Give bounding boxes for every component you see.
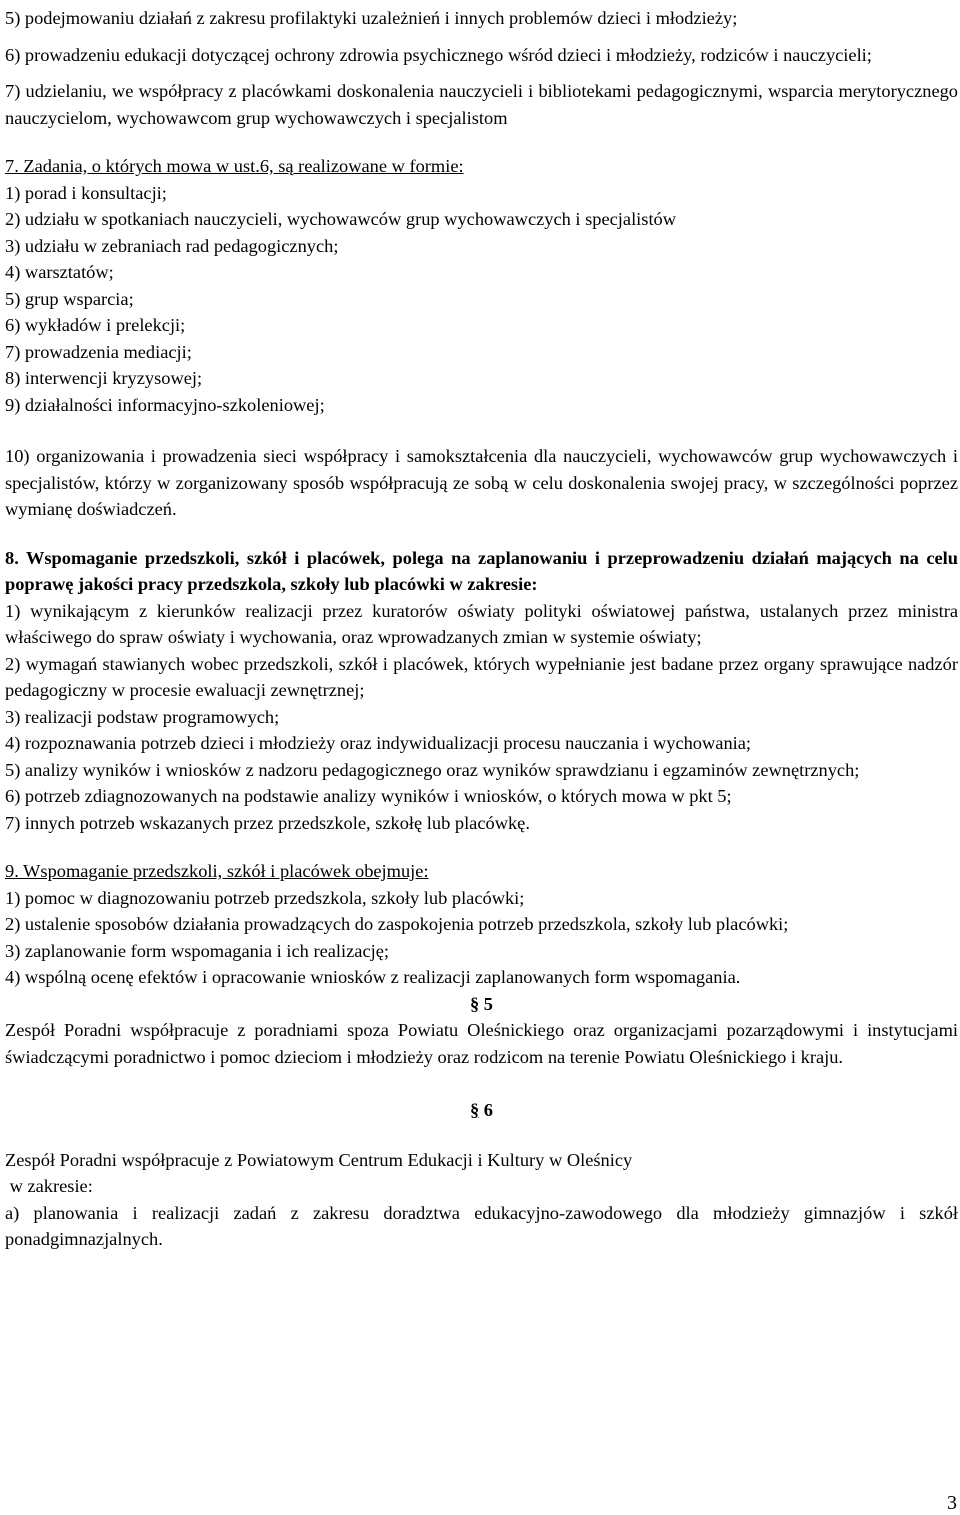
list-item: 1) porad i konsultacji; xyxy=(5,182,167,203)
section-sign-icon: § xyxy=(469,993,480,1014)
list-item: 7) innych potrzeb wskazanych przez przedszkole, szkołę lub placówkę. xyxy=(5,812,530,833)
section-8-heading xyxy=(5,545,958,598)
list-item: 2) udziału w spotkaniach nauczycieli, wychowawców grup wychowawczych i specjalistów xyxy=(5,209,677,229)
list-item: a) planowania i realizacji zadań z zakresu doradztwa edukacyjno-zawodowego dla młodzieży gimnazjów i szkół ponadgimnazjalnych. xyxy=(5,1202,958,1249)
list-item: 10) organizowania i prowadzenia sieci współpracy i samokształcenia dla nauczycieli, wychowawców grup wychowawczych i specjalistów, którzy w zorganizowany sposób współpracują ze sobą w celu doskonalenia swojej pracy, w szczególności poprzez wymianę doświadczeń. xyxy=(5,446,958,519)
list-item: 2) ustalenie sposobów działania prowadzących do zaspokojenia potrzeb przedszkola, szkoły lub placówki; xyxy=(5,914,789,934)
list-item: 6) wykładów i prelekcji; xyxy=(5,315,186,335)
list-item: 6) potrzeb zdiagnozowanych na podstawie analizy wyników i wniosków, o których mowa w pkt 5; xyxy=(5,786,732,806)
list-item: 7) prowadzenia mediacji; xyxy=(5,341,192,362)
section-9-heading: 9. Wspomaganie przedszkoli, szkół i placówek obejmuje: xyxy=(5,861,429,881)
list-item: 3) realizacji podstaw programowych; xyxy=(5,706,280,727)
document-page xyxy=(5,0,958,1253)
list-item: 3) udziału w zebraniach rad pedagogicznych; xyxy=(5,235,339,256)
paragraph-5-heading xyxy=(5,991,958,1018)
list-item: 3) zaplanowanie form wspomagania i ich realizację; xyxy=(5,940,389,961)
paragraph-5-number: 5 xyxy=(483,993,493,1014)
paragraph-6-line: w zakresie: xyxy=(5,1176,93,1196)
list-item: 4) wspólną ocenę efektów i opracowanie wniosków z realizacji zaplanowanych form wspomagania. xyxy=(5,967,741,987)
paragraph-6-heading xyxy=(5,1097,958,1124)
list-item: 8) interwencji kryzysowej; xyxy=(5,368,203,388)
page-number: 3 xyxy=(947,1492,957,1514)
list-item: 4) rozpoznawania potrzeb dzieci i młodzieży oraz indywidualizacji procesu nauczania i wychowania; xyxy=(5,733,752,753)
list-item: 5) podejmowaniu działań z zakresu profilaktyki uzależnień i innych problemów dzieci i młodzieży; xyxy=(5,8,738,28)
paragraph-6-number: 6 xyxy=(483,1100,493,1120)
section-8-heading-text: Wspomaganie przedszkoli, szkół i placówek, polega na zaplanowaniu i przeprowadzeniu działań mających na celu poprawę jakości pracy przedszkola, szkoły lub placówki w zakresie: xyxy=(5,547,959,594)
list-item: 7) udzielaniu, we współpracy z placówkami doskonalenia nauczycieli i bibliotekami pedagogicznymi, wsparcia merytorycznego nauczycielom, wychowawcom grup wychowawczych i specjalistom xyxy=(5,81,958,128)
list-item: 9) działalności informacyjno-szkoleniowej; xyxy=(5,394,325,415)
list-item: 4) warsztatów; xyxy=(5,262,114,282)
list-item: 6) prowadzeniu edukacji dotyczącej ochrony zdrowia psychicznego wśród dzieci i młodzieży, rodziców i nauczycieli; xyxy=(5,44,872,65)
list-item: 5) grup wsparcia; xyxy=(5,288,134,309)
list-item: 2) wymagań stawianych wobec przedszkoli, szkół i placówek, których wypełnianie jest badane przez organy sprawujące nadzór pedagogiczny w procesie ewaluacji zewnętrznej; xyxy=(5,653,958,700)
paragraph-5-text: Zespół Poradni współpracuje z poradniami spoza Powiatu Oleśnickiego oraz organizacjami pozarządowymi i instytucjami świadczącymi poradnictwo i pomoc dzieciom i młodzieży oraz rodzicom na terenie Powiatu Oleśnickiego i kraju. xyxy=(5,1020,958,1067)
paragraph-6-line: Zespół Poradni współpracuje z Powiatowym Centrum Edukacji i Kultury w Oleśnicy xyxy=(5,1149,633,1170)
list-item: 1) wynikającym z kierunków realizacji przez kuratorów oświaty polityki oświatowej państwa, ustalanych przez ministra właściwego do spraw oświaty i wychowania, oraz wprowadzanych zmian w systemie oświaty; xyxy=(5,600,958,647)
list-item: 5) analizy wyników i wniosków z nadzoru pedagogicznego oraz wyników sprawdzianu i egzaminów zewnętrznych; xyxy=(5,759,860,780)
section-8-number: 8. xyxy=(5,547,19,568)
section-sign-icon: § xyxy=(469,1100,480,1120)
section-7-heading: 7. Zadania, o których mowa w ust.6, są realizowane w formie: xyxy=(5,156,464,176)
list-item: 1) pomoc w diagnozowaniu potrzeb przedszkola, szkoły lub placówki; xyxy=(5,887,525,908)
